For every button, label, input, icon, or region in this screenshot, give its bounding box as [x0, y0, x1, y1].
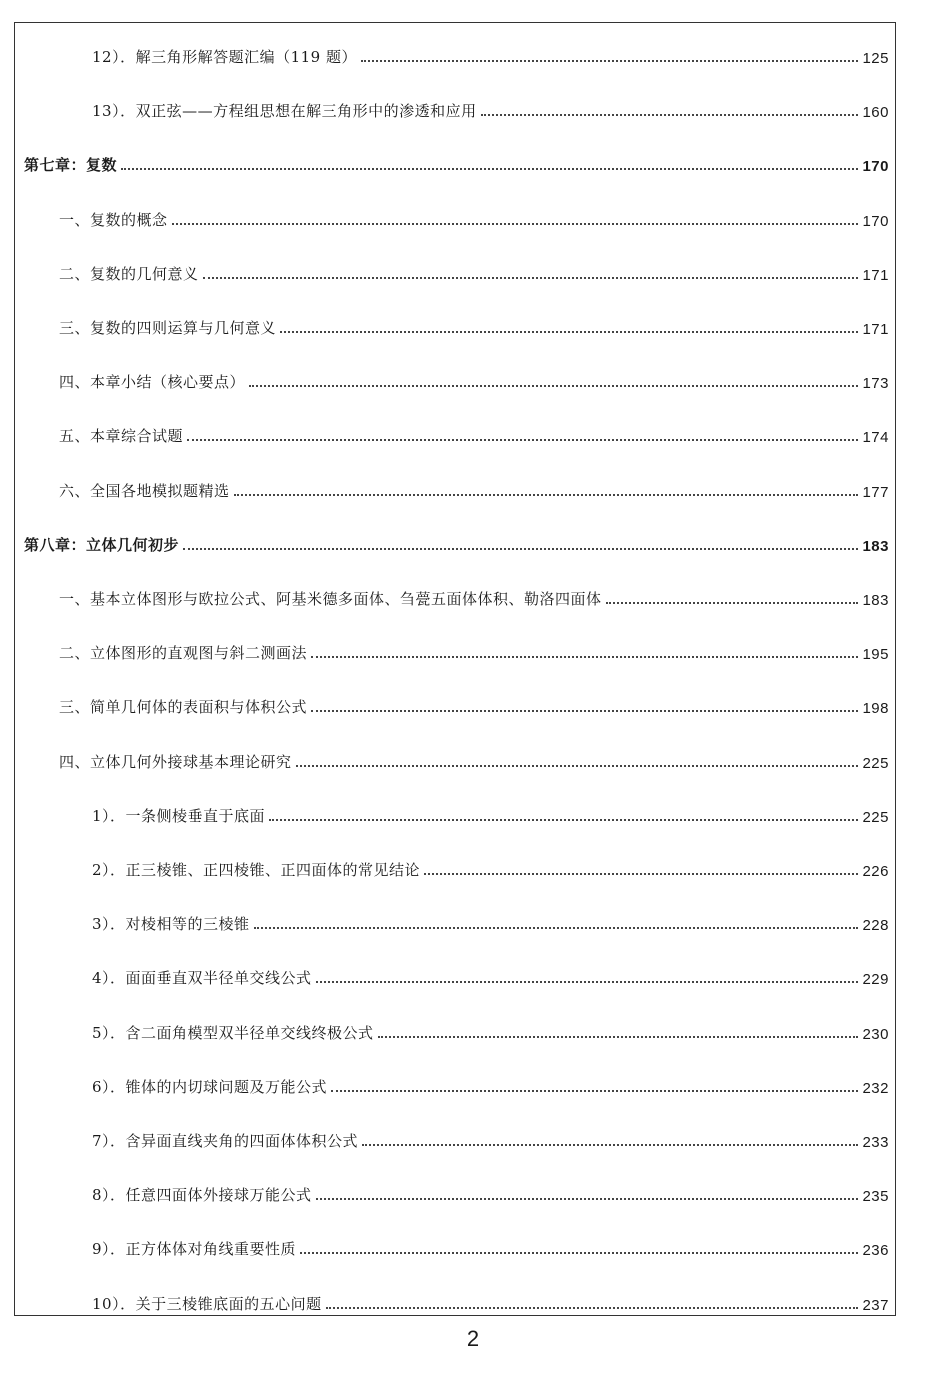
toc-leader-dots — [183, 548, 858, 550]
toc-leader-dots — [121, 168, 858, 170]
toc-entry[interactable] — [15, 422, 895, 446]
toc-leader-dots — [280, 331, 858, 333]
toc-entry-label: 第七章：复数 — [24, 156, 118, 175]
toc-entry[interactable] — [15, 964, 895, 988]
toc-entry[interactable] — [15, 748, 895, 772]
toc-entry-page: 226 — [862, 863, 889, 880]
toc-entry[interactable] — [15, 314, 895, 338]
toc-leader-dots — [424, 873, 858, 875]
toc-entry-page: 174 — [862, 429, 889, 447]
toc-entry-page: 235 — [862, 1188, 889, 1206]
toc-entry-page: 237 — [862, 1296, 889, 1314]
toc-entry[interactable] — [15, 368, 895, 392]
toc-entry-page: 173 — [862, 375, 889, 393]
toc-entry-label: 三、复数的四则运算与几何意义 — [59, 319, 277, 337]
toc-entry-page: 233 — [862, 1134, 889, 1151]
toc-entry[interactable] — [15, 206, 895, 230]
toc-entry-page: 171 — [862, 321, 889, 338]
page-number: 2 — [466, 1326, 480, 1351]
toc-entry-page: 177 — [862, 483, 889, 501]
toc-leader-dots — [203, 277, 859, 279]
toc-leader-dots — [606, 602, 859, 604]
toc-leader-dots — [300, 1252, 858, 1254]
toc-entry[interactable] — [15, 1073, 895, 1097]
toc-leader-dots — [378, 1036, 859, 1038]
toc-entry-label: 6）．锥体的内切球问题及万能公式 — [92, 1077, 328, 1096]
toc-leader-dots — [187, 439, 858, 441]
toc-entry[interactable] — [15, 1290, 895, 1314]
toc-leader-dots — [249, 385, 858, 387]
toc-entry-label: 四、立体几何外接球基本理论研究 — [59, 752, 292, 771]
toc-entry-page: 236 — [862, 1242, 889, 1260]
toc-entry[interactable] — [15, 802, 895, 826]
toc-leader-dots — [172, 223, 859, 225]
toc-entry-label: 一、复数的概念 — [59, 210, 168, 229]
toc-entry-page: 183 — [862, 592, 889, 609]
toc-entry-label: 四、本章小结（核心要点） — [59, 373, 246, 392]
toc-entry-label: 1）．一条侧棱垂直于底面 — [92, 806, 266, 825]
toc-entry[interactable] — [15, 1019, 895, 1043]
toc-entry[interactable] — [15, 639, 895, 663]
toc-entry[interactable] — [15, 43, 895, 67]
toc-entry-label: 5）．含二面角模型双半径单交线终极公式 — [92, 1023, 374, 1042]
toc-entry-label: 第八章：立体几何初步 — [24, 535, 180, 554]
toc-entry-page: 232 — [862, 1079, 889, 1097]
toc-entry[interactable] — [15, 477, 895, 501]
toc-entry-label: 13）．双正弦——方程组思想在解三角形中的渗透和应用 — [92, 102, 477, 121]
toc-entry-label: 9）．正方体体对角线重要性质 — [92, 1240, 297, 1259]
toc-entry[interactable] — [15, 585, 895, 609]
toc-chapter-entry[interactable] — [15, 151, 895, 175]
toc-entry[interactable] — [15, 260, 895, 284]
toc-entry-label: 二、复数的几何意义 — [59, 264, 199, 283]
toc-entry-page: 171 — [862, 266, 889, 284]
toc-entry-page: 198 — [862, 700, 889, 718]
toc-entry-page: 195 — [862, 646, 889, 664]
toc-entry-page: 160 — [862, 104, 889, 122]
toc-entry[interactable] — [15, 856, 895, 880]
toc-entry[interactable] — [15, 1181, 895, 1205]
toc-entry-label: 10）．关于三棱锥底面的五心问题 — [92, 1294, 322, 1313]
toc-entry-label: 一、基本立体图形与欧拉公式、阿基米德多面体、刍甍五面体体积、勒洛四面体 — [59, 590, 602, 608]
toc-leader-dots — [234, 494, 859, 496]
toc-leader-dots — [481, 114, 859, 116]
toc-entry-label: 二、立体图形的直观图与斜二测画法 — [59, 644, 308, 663]
toc-entry-label: 3）．对棱相等的三棱锥 — [92, 915, 250, 934]
toc-entry-label: 4）．面面垂直双半径单交线公式 — [92, 969, 312, 988]
toc-entry[interactable] — [15, 910, 895, 934]
toc-entry-page: 170 — [862, 158, 889, 176]
toc-leader-dots — [362, 1144, 858, 1146]
toc-entry-page: 170 — [862, 212, 889, 230]
toc-entry-page: 183 — [862, 537, 889, 555]
toc-leader-dots — [331, 1090, 858, 1092]
toc-entry[interactable] — [15, 693, 895, 717]
toc-leader-dots — [296, 765, 859, 767]
toc-leader-dots — [316, 981, 859, 983]
toc-entry-page: 230 — [862, 1025, 889, 1043]
toc-leader-dots — [326, 1307, 859, 1309]
toc-leader-dots — [316, 1198, 859, 1200]
toc-leader-dots — [361, 60, 858, 62]
toc-entry-page: 229 — [862, 971, 889, 989]
toc-entry[interactable] — [15, 97, 895, 121]
toc-leader-dots — [269, 819, 858, 821]
toc-entry-label: 2）．正三棱锥、正四棱锥、正四面体的常见结论 — [92, 861, 421, 879]
toc-entry-label: 五、本章综合试题 — [59, 427, 184, 446]
toc-entry-page: 225 — [862, 808, 889, 826]
toc-entry-label: 六、全国各地模拟题精选 — [59, 481, 230, 500]
toc-entry[interactable] — [15, 1127, 895, 1151]
toc-entry-page: 225 — [862, 754, 889, 772]
toc-entry-label: 三、简单几何体的表面积与体积公式 — [59, 698, 308, 717]
toc-frame — [14, 22, 896, 1316]
toc-leader-dots — [254, 927, 859, 929]
toc-entry-page: 125 — [862, 50, 889, 67]
toc-entry-page: 228 — [862, 917, 889, 935]
toc-leader-dots — [311, 656, 858, 658]
toc-entry-label: 8）．任意四面体外接球万能公式 — [92, 1186, 312, 1205]
toc-entry[interactable] — [15, 1235, 895, 1259]
toc-entry-label: 12）．解三角形解答题汇编（119 题） — [92, 48, 357, 66]
toc-entry-label: 7）．含异面直线夹角的四面体体积公式 — [92, 1132, 359, 1150]
toc-leader-dots — [311, 710, 858, 712]
toc-chapter-entry[interactable] — [15, 531, 895, 555]
